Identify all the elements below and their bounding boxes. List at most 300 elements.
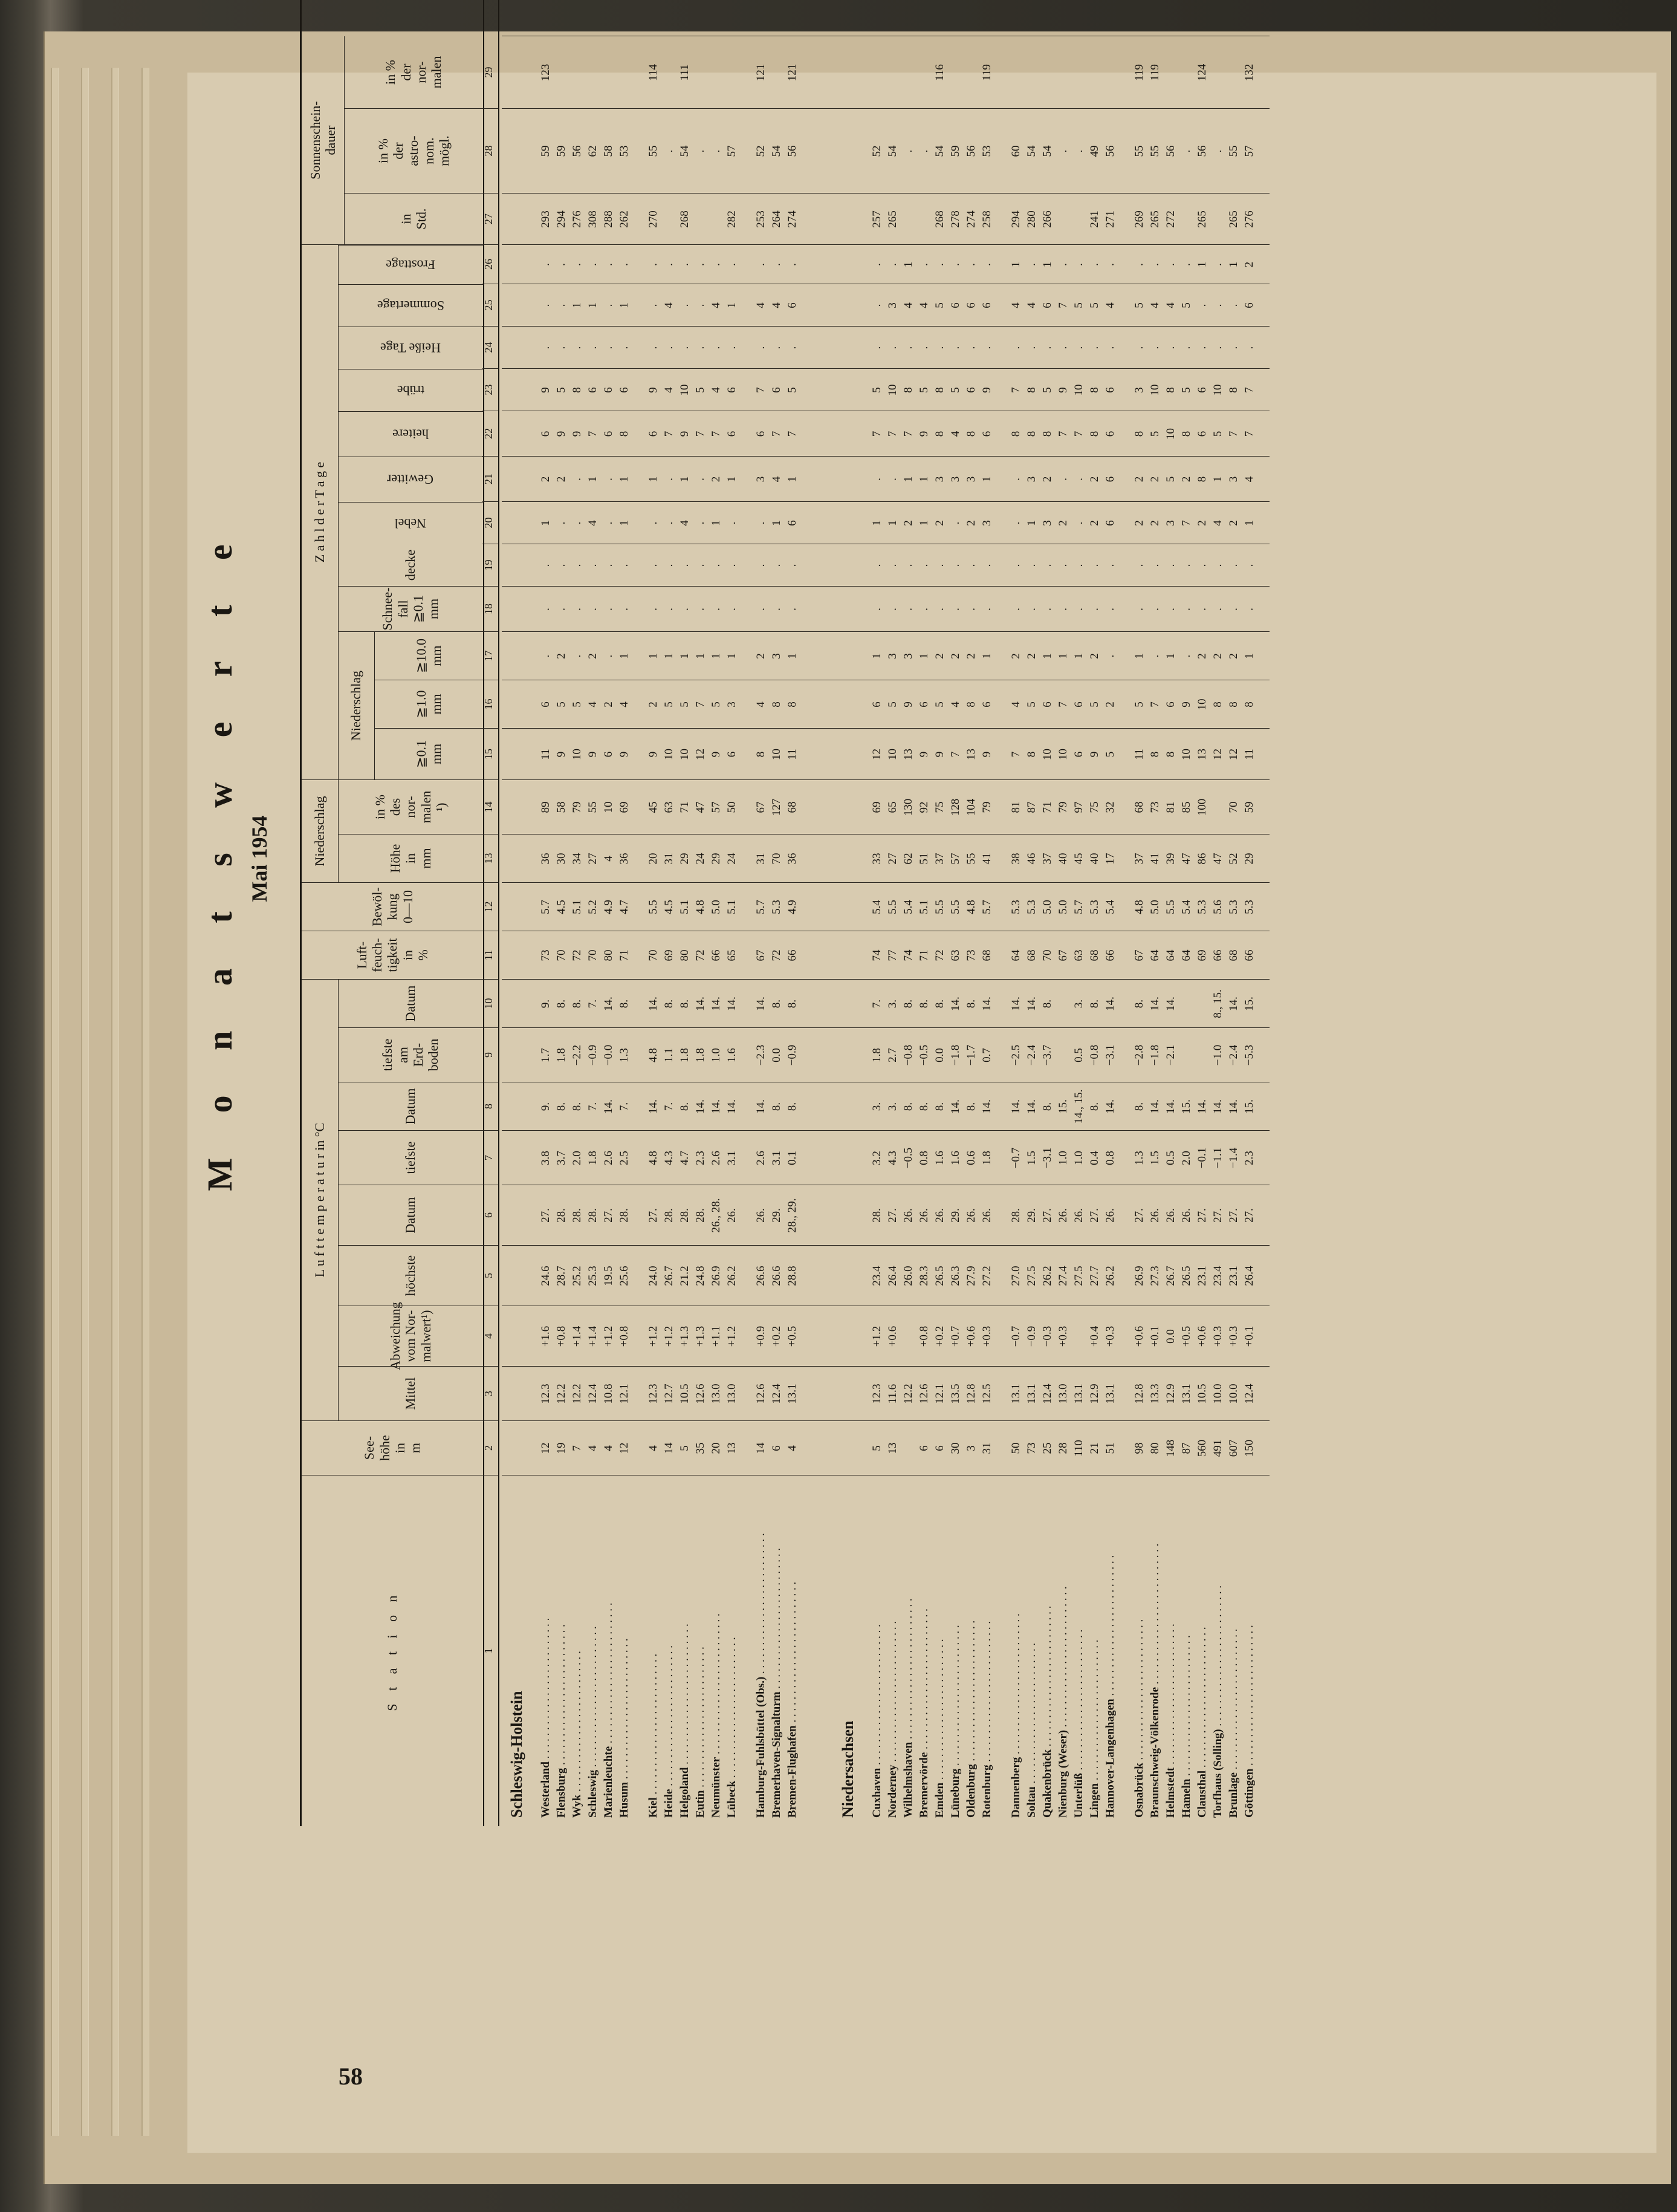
table-cell: +0.6 (965, 1326, 978, 1347)
table-cell: 5 (555, 701, 568, 708)
header-gewitter: Gewitter (338, 457, 483, 502)
table-cell: −1.4 (1227, 1147, 1240, 1169)
table-cell: 6 (933, 1445, 946, 1451)
column-number: 8 (482, 1082, 498, 1131)
table-cell: 4 (586, 520, 599, 526)
header-datum: Datum (338, 1082, 483, 1131)
table-cell: . (754, 346, 767, 350)
column-number: 11 (482, 931, 498, 980)
table-cell: 8 (1025, 431, 1038, 437)
table-cell: 81 (1010, 801, 1022, 813)
table-cell: 2 (1133, 476, 1146, 483)
table-cell: 55 (647, 145, 660, 157)
station-label: Bremen-Flughafen (786, 1725, 799, 1818)
table-cell: 55 (1227, 145, 1240, 157)
table-row (1010, 0, 1024, 1826)
table-cell: . (678, 304, 691, 307)
table-cell: 24.0 (647, 1266, 660, 1286)
table-cell: 7 (1010, 387, 1022, 393)
table-cell: 4 (602, 1445, 615, 1451)
table-cell: 270 (647, 210, 660, 228)
table-cell: 7 (571, 1445, 583, 1451)
table-cell: +0.6 (886, 1326, 899, 1347)
table-cell: 8. (918, 1102, 930, 1111)
table-cell: 4.7 (618, 900, 631, 914)
table-cell: −3.1 (1041, 1147, 1054, 1169)
table-cell: 26. (933, 1208, 946, 1223)
table-cell: 5.3 (1243, 900, 1256, 914)
header-sommertage: Sommertage (338, 284, 483, 327)
table-cell: . (981, 608, 993, 611)
table-cell: 265 (1227, 210, 1240, 228)
table-cell: . (918, 263, 930, 266)
leader-dots: . . . . . . . . . . . . . . . . . . . . . . . . . (1149, 1543, 1161, 1687)
leader-dots: . . . . . . . . . . . . . . . . . . . . . . . . . (1010, 1613, 1022, 1757)
table-cell: 5.0 (710, 900, 722, 914)
table-cell: 8 (1180, 431, 1193, 437)
header-rule (344, 36, 345, 245)
leader-dots: . . . . . . . . . . . . . . . . . . . . . . . . . (1072, 1629, 1085, 1774)
column-number: 15 (482, 729, 498, 780)
table-cell: 5 (1212, 431, 1224, 437)
table-cell: 2 (1041, 476, 1054, 483)
table-cell: 51 (1104, 1442, 1117, 1454)
table-cell: 47 (1180, 853, 1193, 865)
header-station: S t a t i o n (384, 1590, 400, 1711)
table-cell: 1 (871, 520, 883, 526)
table-cell: . (571, 521, 583, 525)
table-cell: 5.3 (770, 900, 783, 914)
table-cell: . (1057, 149, 1069, 153)
table-cell: 27. (647, 1208, 660, 1223)
column-number: 14 (482, 780, 498, 834)
column-rule (502, 631, 1270, 632)
table-cell: 5.1 (725, 900, 738, 914)
table-cell: 7. (586, 1102, 599, 1111)
station-label: Flensburg (555, 1768, 568, 1818)
table-cell: 5 (555, 387, 568, 393)
column-number: 13 (482, 834, 498, 883)
table-cell: 5.5 (949, 900, 962, 914)
table-cell: 10 (770, 749, 783, 760)
table-cell: 73 (1025, 1442, 1038, 1454)
table-cell: . (1227, 564, 1240, 567)
table-cell: −2.4 (1025, 1044, 1038, 1066)
table-cell: 4.8 (647, 1048, 660, 1062)
table-cell: 14. (754, 997, 767, 1011)
station-label: Soltau (1025, 1786, 1038, 1818)
table-cell: 5 (933, 701, 946, 708)
station-name (965, 1485, 978, 1818)
table-cell: 9 (586, 751, 599, 758)
table-cell: 8 (1212, 701, 1224, 708)
table-cell: . (710, 346, 722, 350)
table-cell: 2 (555, 476, 568, 483)
table-cell: 1 (1243, 520, 1256, 526)
table-cell: 26. (754, 1208, 767, 1223)
table-cell: . (555, 521, 568, 525)
table-cell: 55 (1149, 145, 1161, 157)
header-nebel: Nebel (338, 502, 483, 544)
station-name (586, 1485, 600, 1818)
table-cell: 5.1 (918, 900, 930, 914)
table-cell: . (725, 608, 738, 611)
table-cell: 12.6 (694, 1384, 707, 1404)
table-cell: 57 (949, 853, 962, 865)
table-cell: 2 (555, 653, 568, 659)
table-cell: 6 (1164, 701, 1177, 708)
table-cell: . (1072, 346, 1085, 350)
table-cell: . (1057, 564, 1069, 567)
header-truebe: trübe (338, 369, 483, 411)
station-label: Heide (663, 1789, 675, 1818)
station-name (602, 1485, 615, 1818)
table-cell: 5 (933, 302, 946, 308)
header-n100: ≧10.0 mm (374, 632, 483, 680)
table-cell: 7 (902, 431, 915, 437)
leader-dots: . . . . . . . . . . . . . . . . . . . . . . . . . (981, 1621, 993, 1765)
table-cell: +1.3 (678, 1326, 691, 1347)
column-number: 18 (482, 587, 498, 632)
leader-dots: . . . . . . . . . . . . . . . . . . . . . . . . . (539, 1618, 552, 1762)
table-cell: 3 (770, 653, 783, 659)
table-cell: . (770, 263, 783, 266)
table-cell: 262 (618, 210, 631, 228)
table-cell: 12.3 (647, 1384, 660, 1404)
table-cell: 1 (678, 653, 691, 659)
table-cell: . (663, 564, 675, 567)
table-cell: 29. (770, 1208, 783, 1223)
table-cell: 87 (1180, 1442, 1193, 1454)
table-cell: 104 (965, 798, 978, 816)
table-cell: 7 (1243, 431, 1256, 437)
table-cell: 23.1 (1196, 1266, 1208, 1286)
station-label: Clausthal (1196, 1770, 1208, 1818)
table-cell: . (1180, 346, 1193, 350)
table-cell: . (694, 608, 707, 611)
rotated-table (199, 0, 1276, 1826)
table-cell: 71 (1041, 801, 1054, 813)
table-cell: . (1010, 521, 1022, 525)
table-cell: +0.8 (918, 1326, 930, 1347)
table-cell: 8 (786, 701, 799, 708)
table-row (1227, 0, 1242, 1826)
table-cell: . (949, 608, 962, 611)
table-cell: . (618, 346, 631, 350)
table-cell: 55 (1133, 145, 1146, 157)
table-cell: 0.5 (1164, 1151, 1177, 1165)
table-cell: 7. (663, 1102, 675, 1111)
table-cell: 1.3 (618, 1048, 631, 1062)
table-row (555, 0, 569, 1826)
table-cell: 5.0 (1057, 900, 1069, 914)
table-cell: 8. (933, 999, 946, 1009)
table-cell: 0.1 (786, 1151, 799, 1165)
header-rule (374, 632, 375, 780)
table-cell: 14. (1164, 1099, 1177, 1114)
header-heitere: heitere (338, 411, 483, 457)
table-cell: 8. (918, 999, 930, 1009)
station-name (1025, 1485, 1039, 1818)
table-cell: 80 (602, 949, 615, 961)
table-cell: 14. (1025, 1099, 1038, 1114)
table-cell: . (1025, 564, 1038, 567)
table-cell: 9 (1057, 387, 1069, 393)
station-name (647, 1485, 660, 1818)
table-cell: 7 (1057, 701, 1069, 708)
table-cell: 2 (586, 653, 599, 659)
table-cell: 4 (602, 856, 615, 862)
table-cell: 73 (1149, 801, 1161, 813)
table-cell: 265 (886, 210, 899, 228)
station-name (1057, 1485, 1070, 1818)
table-cell: 1 (1072, 653, 1085, 659)
table-cell: 12.2 (555, 1384, 568, 1404)
table-cell: 3 (886, 302, 899, 308)
table-cell: 35 (694, 1442, 707, 1454)
table-cell: . (786, 608, 799, 611)
table-cell: 116 (933, 64, 946, 81)
header-astro: in % der astro- nom. mögl. (344, 109, 483, 194)
table-cell: 10 (1196, 698, 1208, 711)
table-cell: 119 (981, 64, 993, 81)
table-cell: 69 (871, 801, 883, 813)
table-cell: 8 (1025, 387, 1038, 393)
table-cell: 70 (555, 949, 568, 961)
table-cell: . (1196, 608, 1208, 611)
table-cell: 2.7 (886, 1048, 899, 1062)
table-cell: 0.8 (918, 1151, 930, 1165)
table-cell: . (663, 263, 675, 266)
table-cell: 9 (1088, 751, 1101, 758)
table-cell: +1.2 (647, 1326, 660, 1347)
table-cell: 71 (918, 949, 930, 961)
table-cell: . (710, 564, 722, 567)
table-cell: . (725, 346, 738, 350)
table-cell: 6 (981, 701, 993, 708)
table-cell: 14. (1212, 1099, 1224, 1114)
table-cell: 2 (1196, 653, 1208, 659)
table-cell: . (1212, 149, 1224, 153)
table-cell: 2.3 (694, 1151, 707, 1165)
table-cell: 14 (754, 1442, 767, 1454)
table-cell: 69 (663, 949, 675, 961)
header-seehoehe: See- höhe in m (302, 1421, 483, 1475)
table-cell: 6 (965, 387, 978, 393)
table-cell: . (1133, 564, 1146, 567)
table-cell: . (539, 654, 552, 658)
table-cell: 10 (886, 384, 899, 396)
table-cell: 4 (1212, 520, 1224, 526)
station-name (1196, 1485, 1209, 1818)
table-cell: +1.1 (710, 1326, 722, 1347)
table-cell: 278 (949, 210, 962, 228)
table-cell: 4.9 (786, 900, 799, 914)
table-cell: . (1212, 263, 1224, 266)
table-row (1212, 0, 1226, 1826)
table-cell: +0.8 (555, 1326, 568, 1347)
table-cell: 271 (1104, 210, 1117, 228)
table-cell: 6 (871, 701, 883, 708)
table-cell: 10.0 (1227, 1384, 1240, 1404)
table-cell: 2.6 (754, 1151, 767, 1165)
table-cell: 13.1 (1010, 1384, 1022, 1404)
table-row (886, 0, 901, 1826)
table-cell: 3.8 (539, 1151, 552, 1165)
column-number: 24 (482, 327, 498, 369)
table-cell: 26. (965, 1208, 978, 1223)
column-number: 1 (482, 1648, 495, 1654)
table-cell: . (1212, 608, 1224, 611)
table-cell: 24 (725, 853, 738, 865)
table-cell: +0.5 (786, 1326, 799, 1347)
table-cell: 276 (571, 210, 583, 228)
table-cell: 11 (786, 749, 799, 760)
table-cell: 56 (786, 145, 799, 157)
table-cell: 45 (647, 801, 660, 813)
table-cell: . (1072, 149, 1085, 153)
table-cell: 2 (933, 520, 946, 526)
table-cell: 4 (770, 476, 783, 483)
table-cell: 8. (902, 1102, 915, 1111)
table-cell: 28. (555, 1208, 568, 1223)
table-cell: 4 (1243, 476, 1256, 483)
state-heading: Niedersachsen (839, 1720, 857, 1818)
table-cell: 12.2 (902, 1384, 915, 1404)
table-cell: 79 (1057, 801, 1069, 813)
station-name (618, 1485, 631, 1818)
table-cell: 3 (886, 653, 899, 659)
table-row (1243, 0, 1257, 1826)
table-cell: 4 (663, 387, 675, 393)
table-cell: . (1149, 564, 1161, 567)
station-label: Kiel (647, 1797, 660, 1818)
column-number: 25 (482, 284, 498, 327)
table-cell: 14. (725, 997, 738, 1011)
station-name (678, 1485, 692, 1818)
table-cell: 5.3 (1227, 900, 1240, 914)
table-cell: 8. (678, 1102, 691, 1111)
table-cell: . (1072, 263, 1085, 266)
table-cell: 12.6 (754, 1384, 767, 1404)
table-cell: 1.5 (1149, 1151, 1161, 1165)
table-cell: 57 (1243, 145, 1256, 157)
table-cell: 19 (555, 1442, 568, 1454)
table-cell: 2.0 (1180, 1151, 1193, 1165)
table-cell: 67 (754, 949, 767, 961)
table-cell: 123 (539, 63, 552, 82)
table-cell: . (1227, 608, 1240, 611)
table-cell: −3.1 (1104, 1044, 1117, 1066)
table-cell: 8. (678, 999, 691, 1009)
table-cell: 268 (678, 210, 691, 228)
header-der-normalen: in % der nor- malen (344, 36, 483, 109)
table-cell: 29. (949, 1208, 962, 1223)
table-cell: 72 (770, 949, 783, 961)
station-name (886, 1485, 900, 1818)
table-cell: 20 (647, 853, 660, 865)
table-cell: 12.4 (586, 1384, 599, 1404)
table-cell: . (1041, 564, 1054, 567)
table-cell: . (694, 478, 707, 481)
table-cell: 37 (1133, 853, 1146, 865)
table-row (770, 0, 785, 1826)
table-cell: 9 (981, 751, 993, 758)
table-cell: . (1025, 263, 1038, 266)
table-cell: 9 (902, 701, 915, 708)
table-cell: 3.1 (770, 1151, 783, 1165)
table-cell: . (886, 608, 899, 611)
table-cell: . (618, 564, 631, 567)
table-cell: . (1088, 564, 1101, 567)
table-cell: 1 (725, 302, 738, 308)
header-abweichung: Abweichung vom Nor- malwert¹) (338, 1306, 483, 1367)
table-cell: 26. (1180, 1208, 1193, 1223)
table-cell: 8. (555, 1102, 568, 1111)
table-cell: 8 (770, 701, 783, 708)
table-row (539, 0, 554, 1826)
table-cell: 56 (1164, 145, 1177, 157)
table-row (1041, 0, 1056, 1826)
table-cell: 6 (981, 431, 993, 437)
table-cell: 5.4 (1180, 900, 1193, 914)
table-cell: . (602, 564, 615, 567)
table-cell: 28.7 (555, 1266, 568, 1286)
table-cell: 1 (1196, 261, 1208, 268)
table-cell: 1 (871, 653, 883, 659)
table-cell: 6 (1072, 751, 1085, 758)
table-cell: 274 (786, 210, 799, 228)
table-cell: 2 (1180, 476, 1193, 483)
table-cell: 29 (710, 853, 722, 865)
table-cell: 85 (1180, 801, 1193, 813)
table-cell: . (918, 608, 930, 611)
table-cell: 280 (1025, 210, 1038, 228)
table-cell: 27.3 (1149, 1266, 1161, 1286)
table-cell: 7 (1227, 431, 1240, 437)
table-cell: 1.6 (725, 1048, 738, 1062)
table-cell: 0.8 (1104, 1151, 1117, 1165)
table-cell: 1 (586, 302, 599, 308)
table-cell: . (965, 608, 978, 611)
table-cell: . (981, 263, 993, 266)
table-cell: 64 (1149, 949, 1161, 961)
table-cell: 14. (647, 997, 660, 1011)
table-cell: 14. (1104, 1099, 1117, 1114)
table-cell: 7 (1149, 701, 1161, 708)
table-cell: 5.5 (933, 900, 946, 914)
header-sonnenschein: Sonnenschein- dauer (302, 36, 344, 245)
table-cell: 14. (1010, 997, 1022, 1011)
table-cell: 8 (965, 701, 978, 708)
table-cell: 1.0 (1057, 1151, 1069, 1165)
table-cell: . (1149, 654, 1161, 658)
table-cell: 27.5 (1025, 1266, 1038, 1286)
table-cell: 12.4 (1243, 1384, 1256, 1404)
table-cell: 10 (678, 384, 691, 396)
leader-dots: . . . . . . . . . . . . . . . . . . . . . . . . . (571, 1651, 583, 1795)
table-cell: 2 (1212, 653, 1224, 659)
table-cell: . (754, 564, 767, 567)
table-cell: . (1010, 564, 1022, 567)
header-n01: ≧0.1 mm (374, 729, 483, 780)
table-cell: 80 (1149, 1442, 1161, 1454)
leader-dots: . . . . . . . . . . . . . . . . . . . . . . . . . (965, 1620, 978, 1765)
table-cell: . (694, 149, 707, 153)
table-cell: 4 (647, 1445, 660, 1451)
station-label: Hannover-Langenhagen (1104, 1699, 1117, 1818)
station-label: Helmstedt (1164, 1767, 1177, 1818)
